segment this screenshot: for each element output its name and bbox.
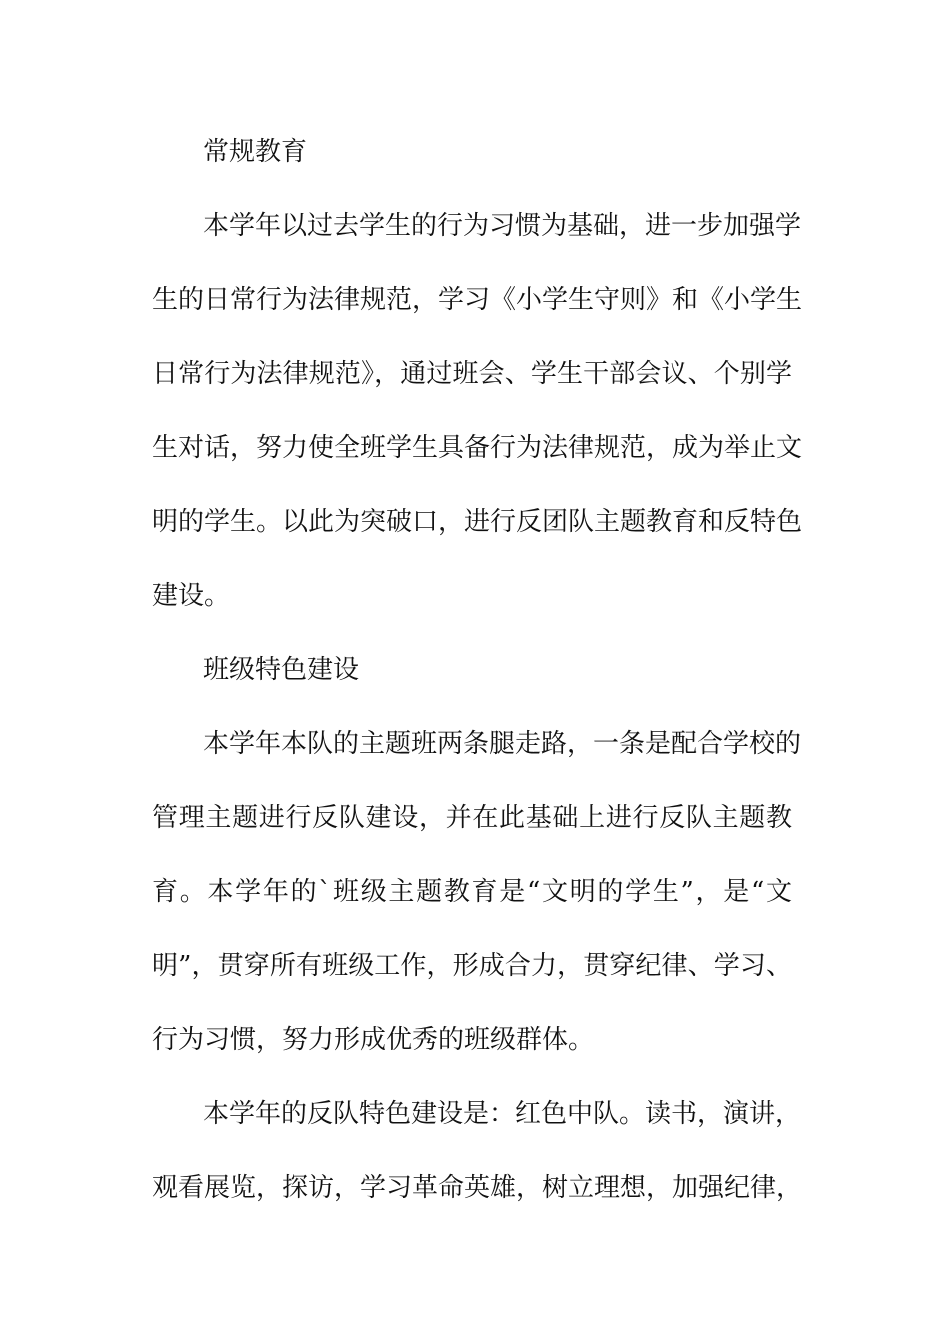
paragraph-line: 观看展览，探访，学习革命英雄，树立理想，加强纪律， — [152, 1173, 803, 1203]
paragraph-line: 明”，贯穿所有班级工作，形成合力，贯穿纪律、学习、 — [152, 951, 792, 981]
paragraph-line: 生对话，努力使全班学生具备行为法律规范，成为举止文 — [152, 433, 803, 463]
paragraph-line: 明的学生。以此为突破口，进行反团队主题教育和反特色 — [152, 507, 803, 537]
paragraph-line: 管理主题进行反队建设，并在此基础上进行反队主题教 — [152, 803, 792, 833]
document-body — [152, 115, 803, 1225]
paragraph-line: 日常行为法律规范》，通过班会、学生干部会议、个别学 — [152, 359, 792, 389]
paragraph-line: 生的日常行为法律规范，学习《小学生守则》和《小学生 — [152, 285, 803, 315]
paragraph-routine — [152, 189, 803, 633]
paragraph-line: 本学年本队的主题班两条腿走路，一条是配合学校的 — [203, 729, 802, 759]
paragraph-line: 本学年的反队特色建设是：红色中队。读书，演讲， — [203, 1099, 802, 1129]
paragraph-line: 本学年以过去学生的行为习惯为基础，进一步加强学 — [203, 211, 802, 241]
paragraph-line: 建设。 — [152, 581, 231, 611]
paragraph-red-squadron — [152, 1077, 803, 1225]
paragraph-line: 育。本学年的`班级主题教育是“文明的学生”，是“文 — [152, 877, 792, 907]
paragraph-line: 行为习惯，努力形成优秀的班级群体。 — [152, 1025, 595, 1055]
section-heading-routine: 常规教育 — [203, 137, 308, 167]
paragraph-class-feature — [152, 707, 802, 1077]
section-heading-class-feature: 班级特色建设 — [203, 655, 360, 685]
